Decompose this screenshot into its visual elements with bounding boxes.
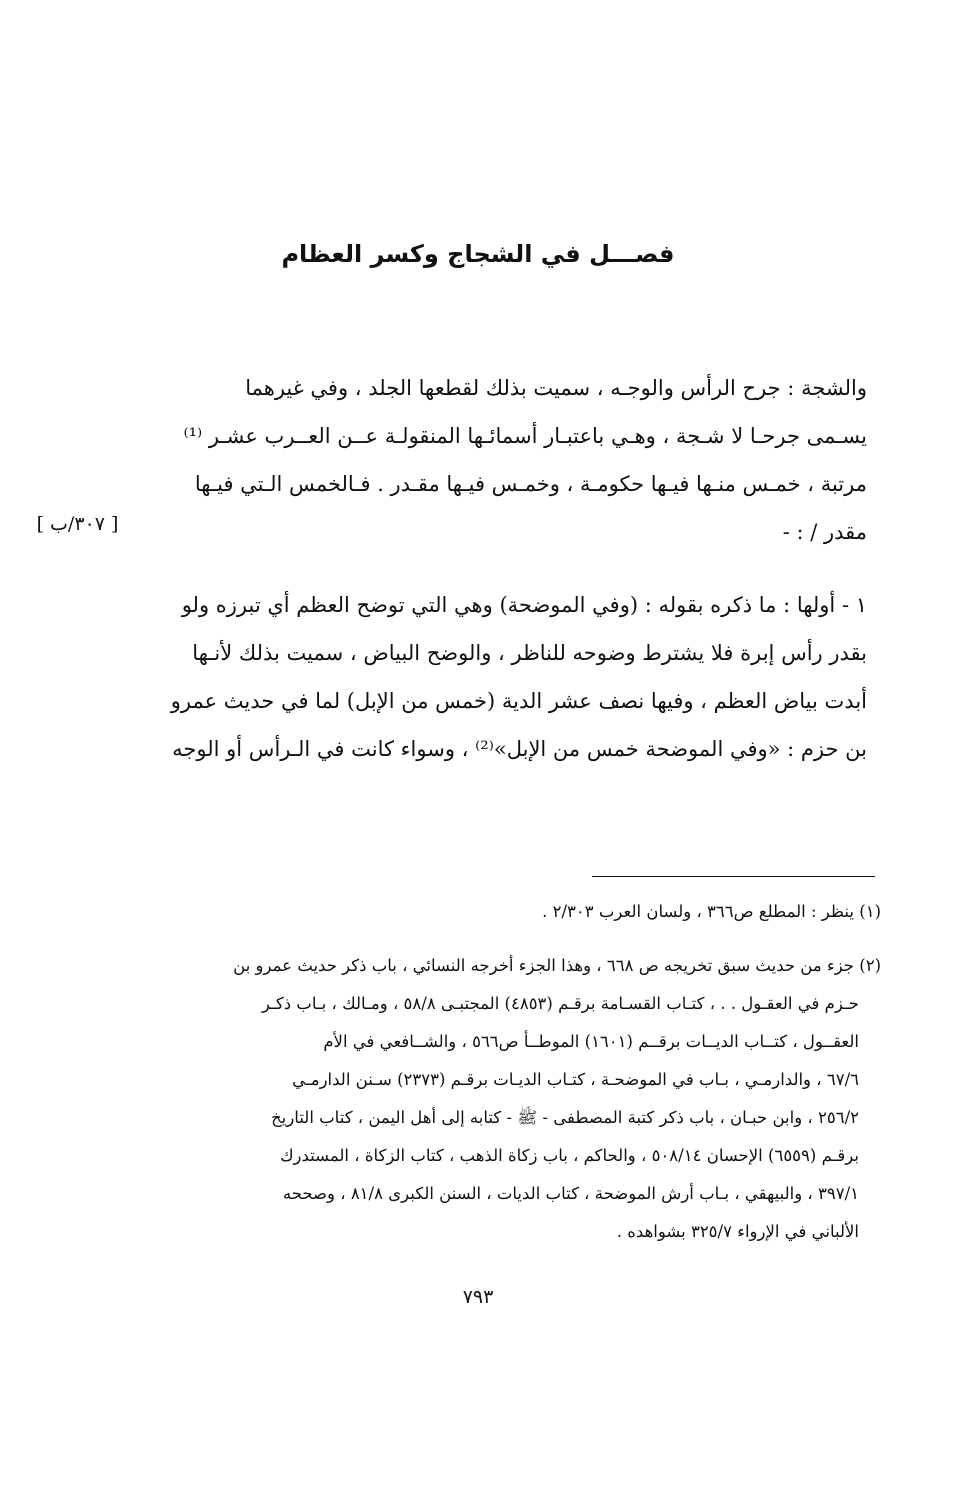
- text-line: مقدر / : -: [782, 520, 867, 544]
- footnote-2-line: برقـم (٦٥٥٩) الإحسان ٥٠٨/١٤ ، والحاكم ، باب زكاة الذهب ، كتاب الزكاة ، المستدرك: [279, 1146, 859, 1165]
- text-line: يسـمى جرحـا لا شـجة ، وهـي باعتبـار أسمائـها المنقولـة عــن العــرب عشـر ⁽¹⁾: [183, 424, 867, 448]
- text-line: بن حزم : «وفي الموضحة خمس من الإبل»⁽²⁾ ، وسواء كانت في الـرأس أو الوجه: [172, 737, 867, 761]
- footnote-2-line: ٢٥٦/٢ ، وابن حبـان ، باب ذكر كتبة المصطفى - ﷺ - كتابه إلى أهل اليمن ، كتاب التاريخ: [271, 1108, 859, 1127]
- text-line: أبدت بياض العظم ، وفيها نصف عشر الدية (خمس من الإبل) لما في حديث عمرو: [170, 689, 867, 713]
- footnote-1: (١) ينظر : المطلع ص٣٦٦ ، ولسان العرب ٢/٣٠٣ .: [542, 902, 881, 921]
- footnote-2-line: ٦٧/٦ ، والدارمـي ، بـاب في الموضحـة ، كتـاب الديـات برقـم (٢٣٧٣) سـنن الدارمـي: [292, 1070, 859, 1089]
- page-number: ٧٩٣: [462, 1286, 494, 1308]
- footnote-2-line: حـزم في العقـول . . ، كتـاب القسـامة برقـم (٤٨٥٣) المجتبـى ٥٨/٨ ، ومـالك ، بـاب ذكـر: [261, 994, 859, 1013]
- section-title: فصـــل في الشجاج وكسر العظام: [281, 240, 675, 268]
- manuscript-folio-reference: [ ٣٠٧/ب ]: [36, 513, 119, 535]
- footnotes: [145, 893, 881, 1251]
- text-line: ١ - أولها : ما ذكره بقوله : (وفي الموضحة) وهي التي توضح العظم أي تبرزه ولو: [181, 593, 867, 617]
- footnote-2: (٢) جزء من حديث سبق تخريجه ص ٦٦٨ ، وهذا الجزء أخرجه النسائي ، باب ذكر حديث عمرو بن: [233, 956, 881, 975]
- footnote-separator: [592, 876, 875, 877]
- text-line: مرتبة ، خمـس منـها فيـها حكومـة ، وخمـس فيـها مقـدر . فـالخمس الـتي فيـها: [194, 472, 867, 496]
- text-line: والشجة : جرح الرأس والوجـه ، سميت بذلك لقطعها الجلد ، وفي غيرهما: [245, 376, 867, 400]
- footnote-2-line: العقــول ، كتــاب الديــات برقــم (١٦٠١) الموطــأ ص٥٦٦ ، والشــافعي في الأم: [323, 1032, 859, 1051]
- footnote-2-line: ٣٩٧/١ ، والبيهقي ، بـاب أرش الموضحة ، كتاب الديات ، السنن الكبرى ٨١/٨ ، وصححه: [282, 1184, 859, 1203]
- paragraph-definition: [145, 364, 867, 556]
- text-line: بقدر رأس إبرة فلا يشترط وضوحه للناظر ، والوضح البياض ، سميت بذلك لأنـها: [192, 641, 867, 665]
- footnote-2-line: الألباني في الإرواء ٣٢٥/٧ بشواهده .: [616, 1222, 859, 1241]
- paragraph-mudiha: [145, 581, 867, 773]
